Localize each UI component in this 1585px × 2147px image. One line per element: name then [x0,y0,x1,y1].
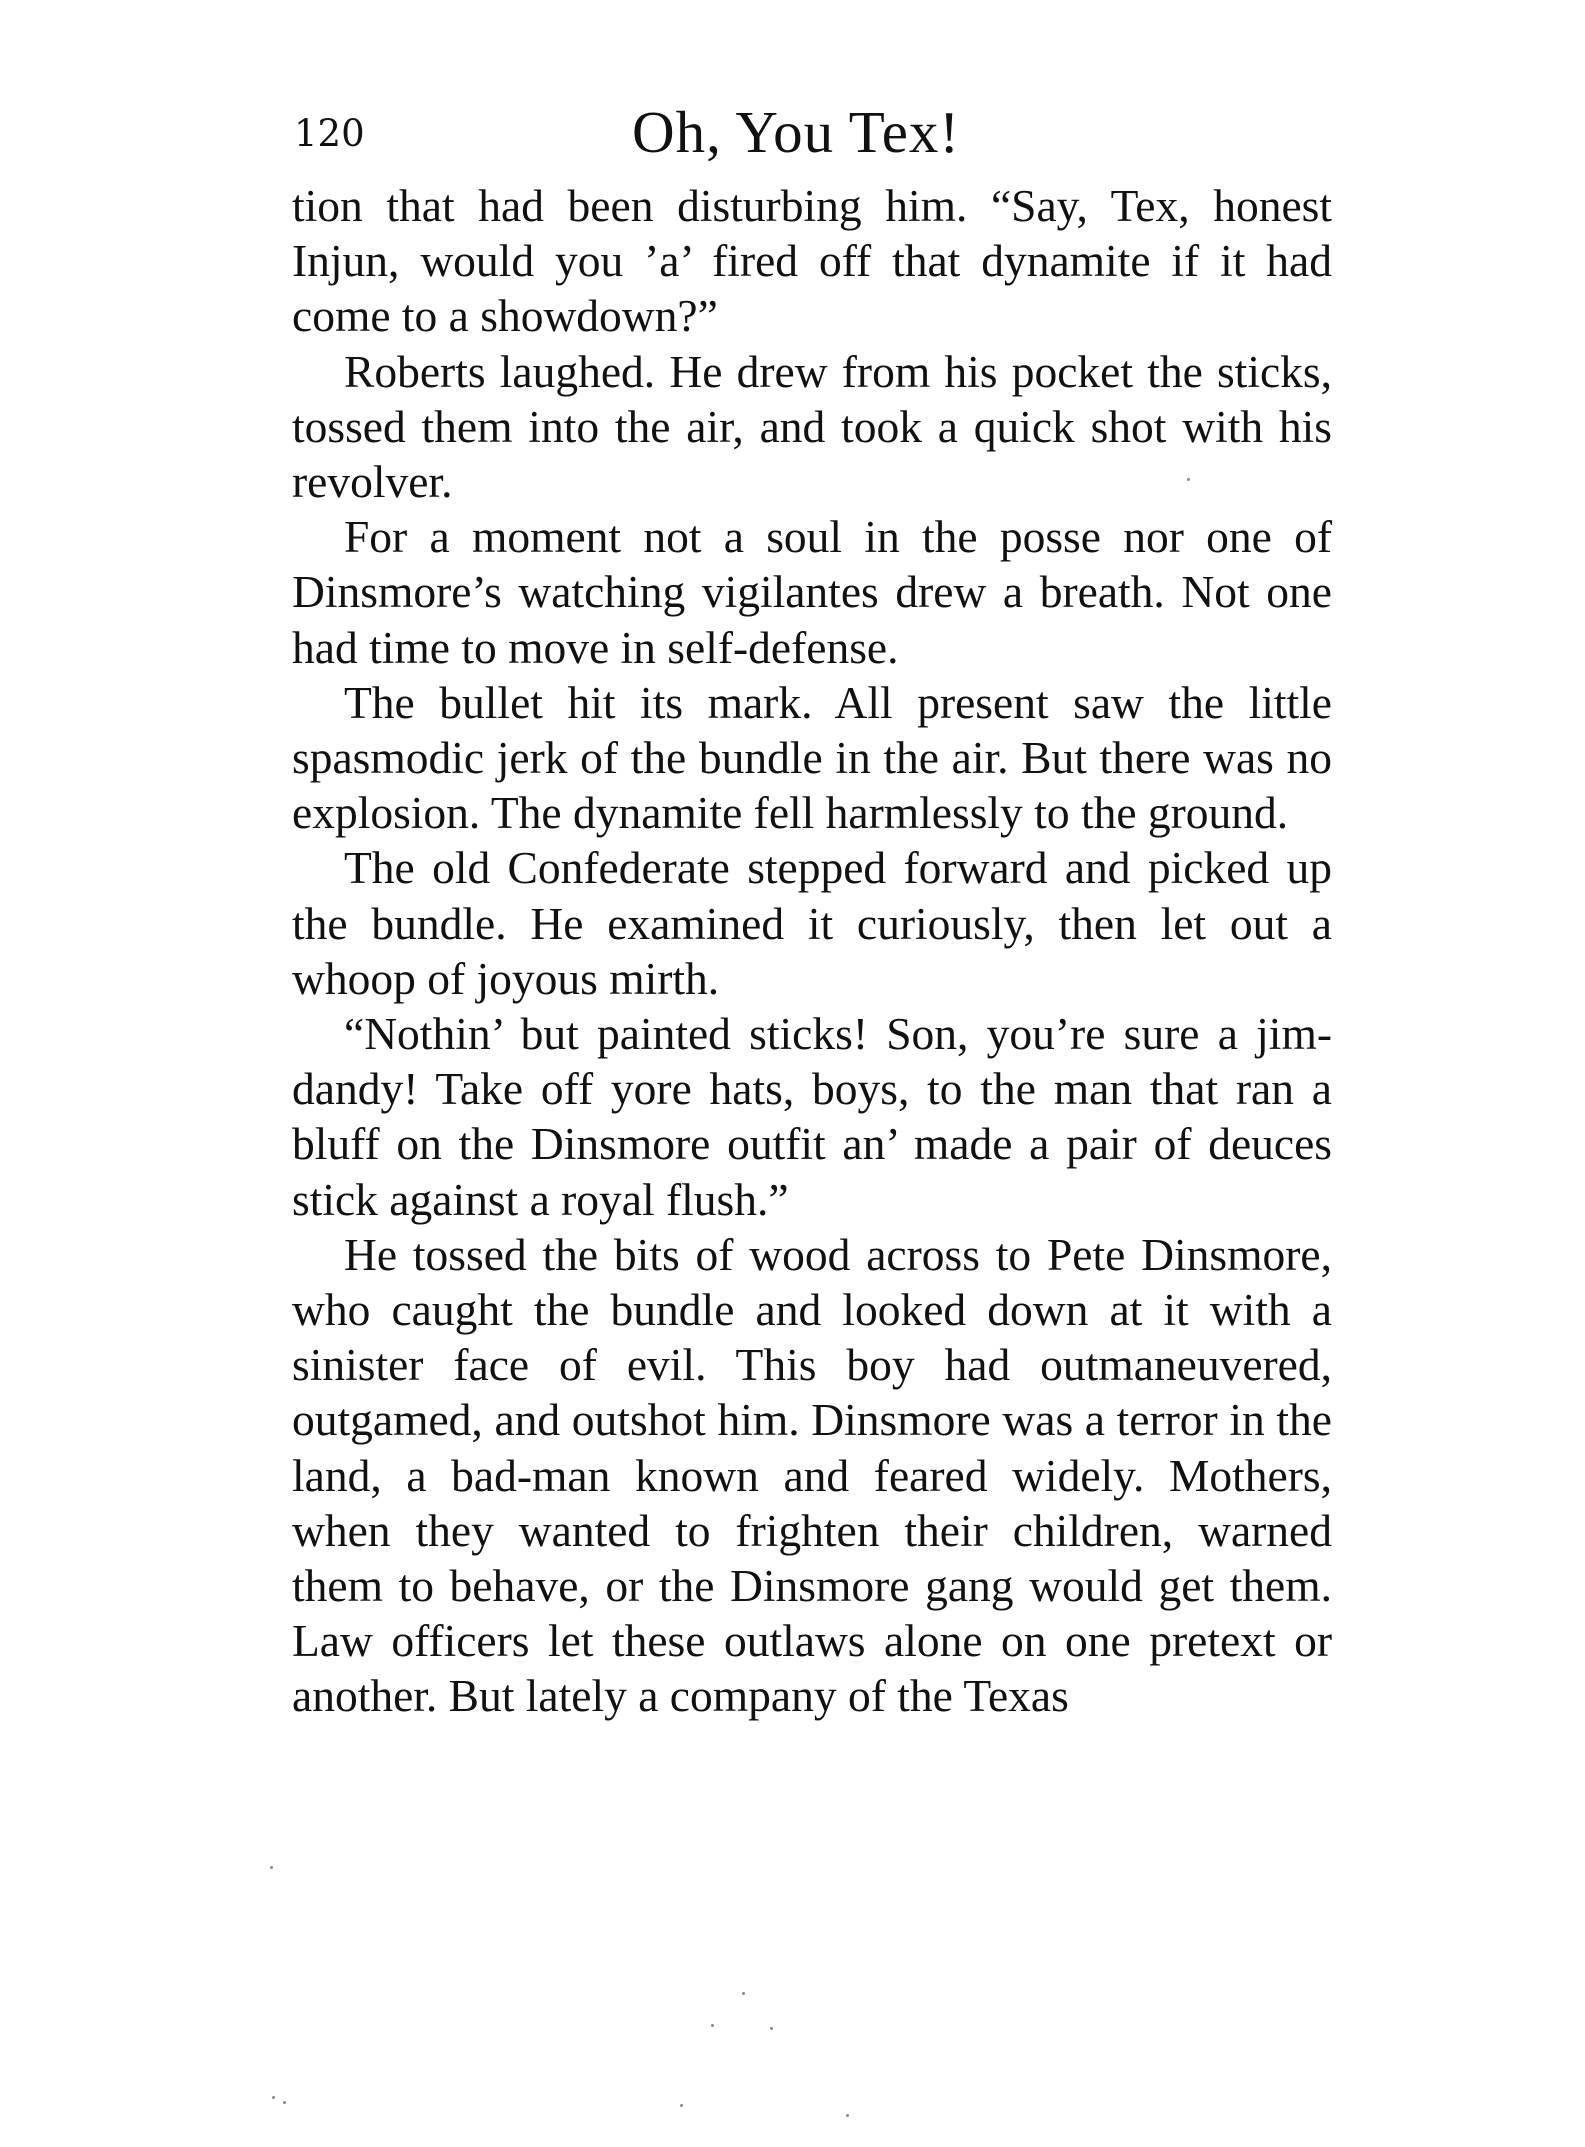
paragraph: Roberts laughed. He drew from his pocket the sticks, tossed them into the air, and took a quick shot with his revolver. [292,345,1332,508]
scan-speck [283,2101,286,2104]
paragraph: He tossed the bits of wood across to Pete Dinsmore, who caught the bundle and looked down at it with a sinister face of evil. This boy had outmaneuvered, outgamed, and outshot him. Dinsmore was a terror in the land, a bad-man known and feared widely. Mothers, when they wanted to frighten their children, warned them to behave, or the Dinsmore gang would get them. Law officers let these outlaws alone on one pretext or another. But lately a company of the Texas [292,1228,1332,1722]
paragraph: The old Confederate stepped forward and picked up the bundle. He examined it curiously, then let out a whoop of joyous mirth. [292,842,1332,1004]
scan-speck [1187,478,1190,481]
scan-speck [742,1992,745,1995]
running-title: Oh, You Tex! [632,99,961,165]
body-text [292,178,1332,1724]
scan-speck [846,2114,849,2117]
scan-speck [272,2096,275,2099]
paragraph: “Nothin’ but painted sticks! Son, you’re sure a jim-dandy! Take off yore hats, boys, to the man that ran a bluff on the Dinsmore outfit an’ made a pair of deuces stick against a royal flush.” [292,1008,1332,1225]
page-number: 120 [294,112,365,155]
scan-speck [711,2024,714,2027]
paragraph: The bullet hit its mark. All present saw the little spasmodic jerk of the bundle in the air. But there was no explosion. The dynamite fell harmlessly to the ground. [292,676,1332,839]
scan-speck [270,1866,273,1869]
paragraph: For a moment not a soul in the posse nor one of Dinsmore’s watching vigilantes drew a breath. Not one had time to move in self-defense. [292,511,1332,673]
running-head [292,92,1332,182]
paragraph-continued: tion that had been disturbing him. “Say, Tex, honest Injun, would you ’a’ fired off that dynamite if it had come to a showdown?” [292,180,1332,342]
scan-speck [680,2104,683,2107]
scan-speck [770,2027,773,2030]
